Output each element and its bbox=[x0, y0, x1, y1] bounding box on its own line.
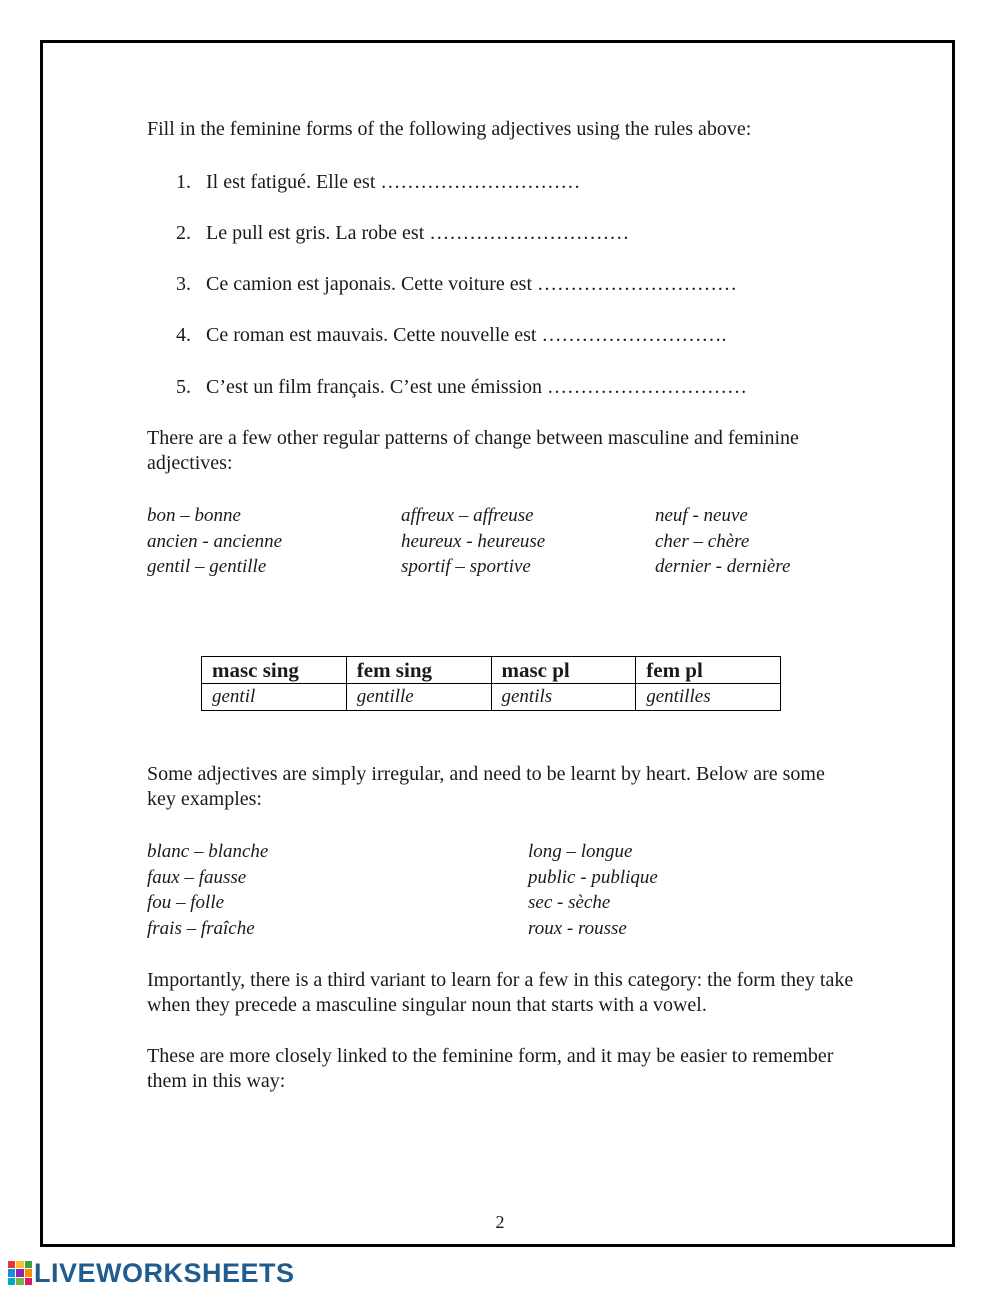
adjective-pair: public - publique bbox=[528, 866, 658, 888]
pattern-column-2 bbox=[401, 503, 545, 580]
logo-grid-icon bbox=[8, 1261, 32, 1285]
liveworksheets-logo[interactable] bbox=[8, 1258, 295, 1288]
exercise-text: Ce roman est mauvais. Cette nouvelle est ………………………. bbox=[206, 324, 727, 346]
exercise-number: 2. bbox=[176, 222, 191, 244]
header-fem-sing: fem sing bbox=[346, 657, 491, 684]
adjective-pair: frais – fraîche bbox=[147, 917, 255, 939]
exercise-item-3[interactable] bbox=[176, 272, 737, 297]
header-masc-sing: masc sing bbox=[202, 657, 347, 684]
adjective-pair: blanc – blanche bbox=[147, 841, 269, 862]
exercise-number: 3. bbox=[176, 273, 191, 295]
cell-fem-sing: gentille bbox=[346, 684, 491, 711]
exercise-text: Il est fatigué. Elle est ………………………… bbox=[206, 171, 581, 193]
cell-masc-sing: gentil bbox=[202, 684, 347, 711]
exercise-number: 4. bbox=[176, 324, 191, 346]
irregular-column-2 bbox=[528, 839, 658, 941]
pattern-column-1 bbox=[147, 503, 282, 580]
adjective-pair: roux - rousse bbox=[528, 917, 627, 939]
header-masc-pl: masc pl bbox=[491, 657, 636, 684]
adjective-pair: dernier - dernière bbox=[655, 556, 791, 577]
exercise-text: C’est un film français. C’est une émission ………………………… bbox=[206, 376, 748, 398]
feminine-paragraph: These are more closely linked to the feminine form, and it may be easier to remember them in this way: bbox=[147, 1045, 834, 1092]
adjective-pair: fou – folle bbox=[147, 892, 225, 913]
adjective-pair: sportif – sportive bbox=[401, 556, 531, 577]
gentil-forms-table bbox=[201, 656, 781, 711]
exercise-item-1[interactable] bbox=[176, 170, 580, 195]
table-row bbox=[202, 684, 781, 711]
adjective-pair: affreux – affreuse bbox=[401, 505, 534, 526]
header-fem-pl: fem pl bbox=[636, 657, 781, 684]
exercise-number: 5. bbox=[176, 376, 191, 398]
exercise-item-2[interactable] bbox=[176, 221, 629, 246]
adjective-pair: gentil – gentille bbox=[147, 556, 267, 577]
cell-fem-pl: gentilles bbox=[636, 684, 781, 711]
intro-text: Fill in the feminine forms of the following adjectives using the rules above: bbox=[147, 118, 752, 140]
page-number: 2 bbox=[495, 1212, 505, 1232]
adjective-pair: sec - sèche bbox=[528, 892, 611, 913]
exercise-text: Ce camion est japonais. Cette voiture est ………………………… bbox=[206, 273, 738, 295]
exercise-item-5[interactable] bbox=[176, 375, 747, 400]
irregular-intro: Some adjectives are simply irregular, and need to be learnt by heart. Below are some key examples: bbox=[147, 763, 825, 810]
adjective-pair: long – longue bbox=[528, 841, 633, 862]
adjective-pair: heureux - heureuse bbox=[401, 530, 546, 552]
irregular-column-1 bbox=[147, 839, 268, 941]
exercise-text: Le pull est gris. La robe est ………………………… bbox=[206, 222, 630, 244]
cell-masc-pl: gentils bbox=[491, 684, 636, 711]
adjective-pair: cher – chère bbox=[655, 530, 750, 552]
adjective-pair: faux – fausse bbox=[147, 866, 247, 888]
variant-paragraph: Importantly, there is a third variant to learn for a few in this category: the form they take when they precede a masculine singular noun that starts with a vowel. bbox=[147, 969, 854, 1016]
adjective-pair: ancien - ancienne bbox=[147, 530, 283, 552]
adjective-pair: neuf - neuve bbox=[655, 505, 748, 526]
patterns-intro: There are a few other regular patterns of change between masculine and feminine adjectives: bbox=[147, 427, 799, 474]
adjective-pair: bon – bonne bbox=[147, 505, 241, 526]
exercise-item-4[interactable] bbox=[176, 323, 726, 348]
exercise-number: 1. bbox=[176, 171, 191, 193]
table-header-row bbox=[202, 657, 781, 684]
logo-text: LIVEWORKSHEETS bbox=[34, 1257, 295, 1288]
pattern-column-3 bbox=[655, 503, 790, 580]
